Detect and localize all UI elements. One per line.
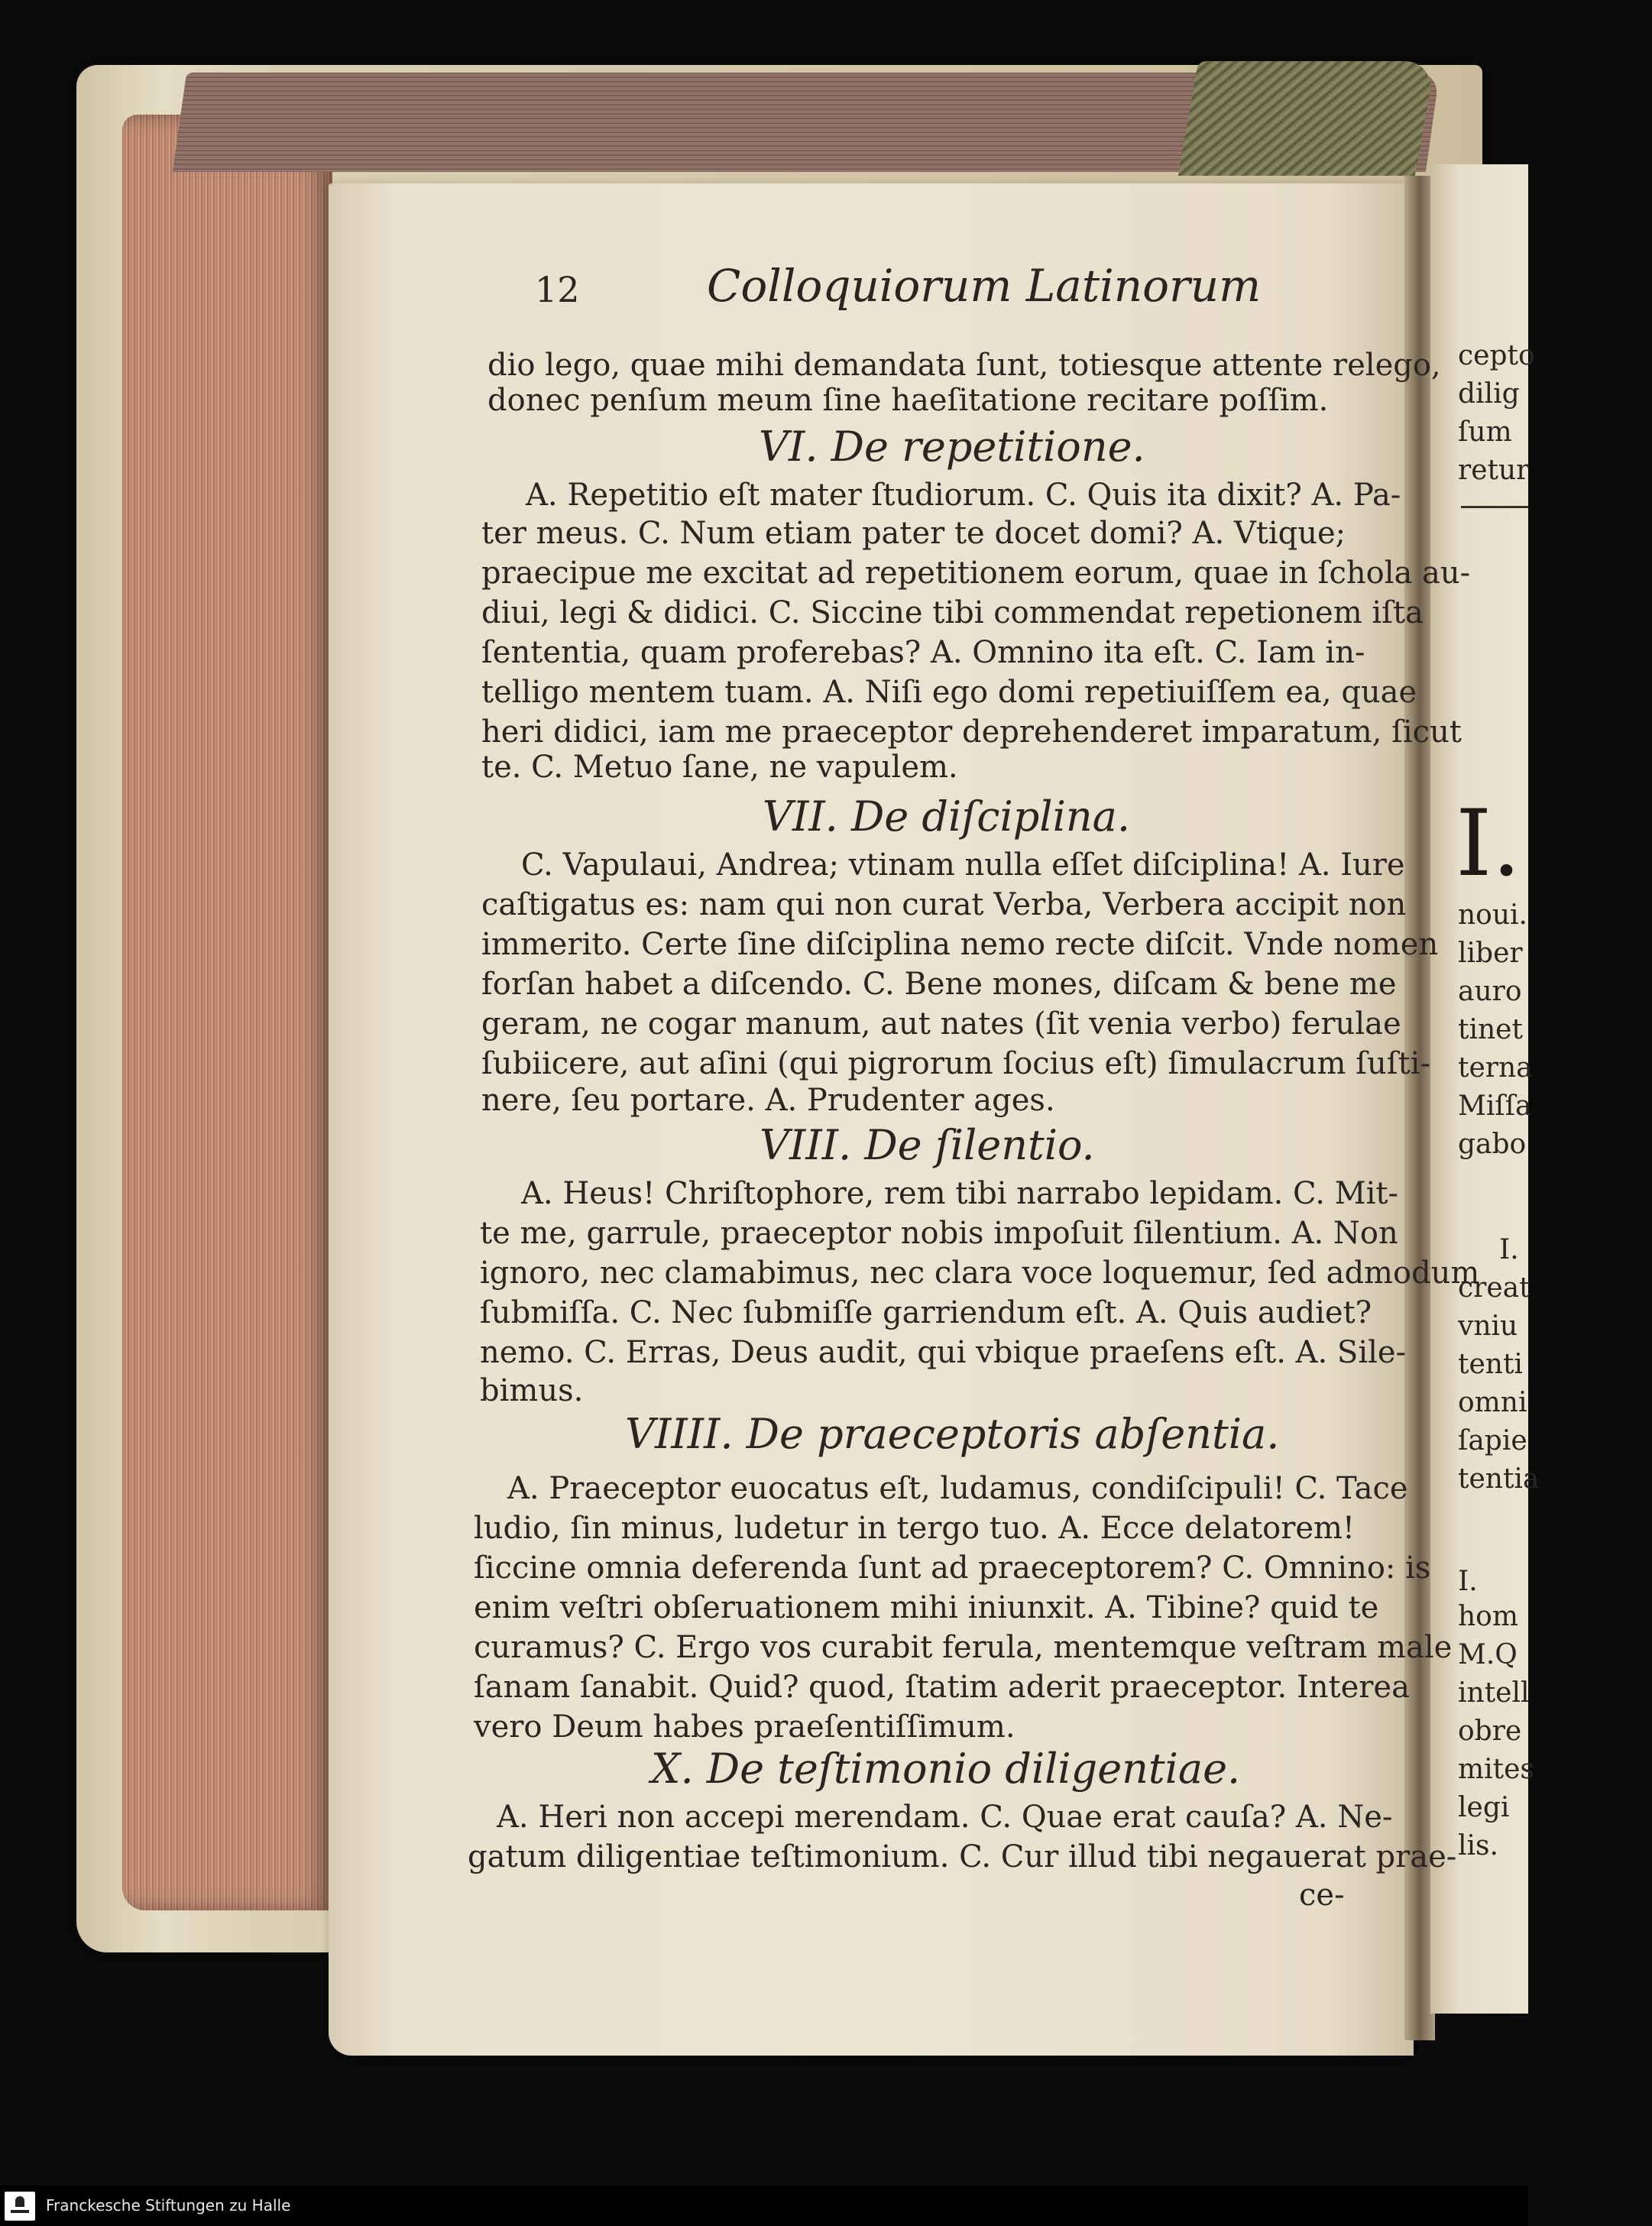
- right-page-initial: I.: [1456, 791, 1521, 897]
- text-line: ſanam ſanabit. Quid? quod, ſtatim aderit praeceptor. Interea: [474, 1670, 1410, 1705]
- right-page-line: lis.: [1458, 1830, 1498, 1861]
- text-line: nere, ſeu portare. A. Prudenter ages.: [481, 1083, 1055, 1118]
- section-heading: X. De teſtimonio diligentiae.: [651, 1745, 1241, 1793]
- text-line: caſtigatus es: nam qui non curat Verba, Verbera accipit non: [481, 887, 1407, 922]
- text-line: C. Vapulaui, Andrea; vtinam nulla eſſet diſciplina! A. Iure: [521, 847, 1405, 883]
- right-page-line: obre: [1458, 1716, 1522, 1747]
- right-page-line: I.: [1499, 1234, 1519, 1265]
- right-page-line: creat: [1458, 1272, 1531, 1304]
- right-page-line: gabo: [1458, 1129, 1527, 1160]
- text-line: te me, garrule, praeceptor nobis impoſuit ſilentium. A. Non: [480, 1216, 1398, 1251]
- text-line: donec penſum meum ſine haeſitatione recitare poſſim.: [488, 383, 1329, 418]
- text-line: praecipue me excitat ad repetitionem eorum, quae in ſchola au-: [481, 556, 1471, 591]
- right-page-line: legi: [1458, 1792, 1510, 1823]
- right-page-line: intell: [1458, 1677, 1530, 1709]
- right-page-line: mites: [1458, 1754, 1534, 1785]
- text-line: ſiccine omnia deferenda ſunt ad praeceptorem? C. Omnino: is: [474, 1550, 1431, 1586]
- right-page-line: I.: [1458, 1566, 1478, 1597]
- right-page-line: retur: [1458, 455, 1530, 486]
- right-page-line: auro: [1458, 976, 1522, 1007]
- right-page-line: ſapie: [1458, 1425, 1527, 1456]
- page-number: 12: [535, 269, 580, 310]
- text-line: ſubmiſſa. C. Nec ſubmiſſe garriendum eſt. A. Quis audiet?: [480, 1295, 1372, 1330]
- text-line: heri didici, iam me praeceptor deprehenderet imparatum, ſicut: [481, 714, 1462, 750]
- section-heading: VII. De diſciplina.: [763, 792, 1130, 841]
- institution-logo-icon: [5, 2192, 35, 2221]
- text-line: ſententia, quam proferebas? A. Omnino ita eſt. C. Iam in-: [481, 635, 1365, 670]
- text-line: A. Praeceptor euocatus eſt, ludamus, condiſcipuli! C. Tace: [507, 1471, 1408, 1506]
- right-page-rule: [1461, 506, 1528, 508]
- text-line: ludio, ſin minus, ludetur in tergo tuo. A. Ecce delatorem!: [474, 1511, 1356, 1546]
- text-line: A. Repetitio eſt mater ſtudiorum. C. Quis ita dixit? A. Pa-: [526, 478, 1401, 513]
- right-page-line: dilig: [1458, 378, 1520, 410]
- right-page-line: terna: [1458, 1052, 1533, 1084]
- right-page-line: cepto: [1458, 340, 1535, 371]
- text-line: geram, ne cogar manum, aut nates (ſit venia verbo) ferulae: [481, 1006, 1401, 1042]
- right-page-line: ſum: [1458, 416, 1512, 448]
- text-line: gatum diligentiae teſtimonium. C. Cur illud tibi negauerat prae-: [468, 1839, 1457, 1874]
- text-line: curamus? C. Ergo vos curabit ferula, mentemque veſtram male: [474, 1630, 1453, 1665]
- text-line: dio lego, quae mihi demandata ſunt, totiesque attente relego,: [488, 348, 1441, 383]
- right-page-line: tentia: [1458, 1463, 1540, 1495]
- section-heading: VIIII. De praeceptoris abſentia.: [625, 1410, 1280, 1458]
- right-page-line: tenti: [1458, 1349, 1523, 1380]
- right-page-line: tinet: [1458, 1014, 1523, 1045]
- text-line: forſan habet a diſcendo. C. Bene mones, diſcam & bene me: [481, 967, 1397, 1002]
- text-line: nemo. C. Erras, Deus audit, qui vbique praeſens eſt. A. Sile-: [480, 1335, 1407, 1370]
- catchword: ce-: [1299, 1878, 1345, 1913]
- footer-credit: Franckesche Stiftungen zu Halle: [46, 2196, 291, 2215]
- text-line: ignoro, nec clamabimus, nec clara voce loquemur, ſed admodum: [480, 1256, 1480, 1291]
- right-page-line: liber: [1458, 938, 1523, 969]
- section-heading: VIII. De ſilentio.: [760, 1121, 1095, 1169]
- text-line: ter meus. C. Num etiam pater te docet domi? A. Vtique;: [481, 516, 1346, 551]
- right-page-line: omni: [1458, 1387, 1527, 1418]
- right-page-line: noui.: [1458, 899, 1528, 931]
- text-line: enim veſtri obſeruationem mihi iniunxit. A. Tibine? quid te: [474, 1590, 1379, 1625]
- text-line: diui, legi & didici. C. Siccine tibi commendat repetionem iſta: [481, 595, 1424, 630]
- text-line: bimus.: [480, 1373, 584, 1408]
- book-spine-top: [1178, 61, 1435, 176]
- footer-bar: [0, 2185, 1528, 2226]
- text-line: ſubiicere, aut aſini (qui pigrorum ſocius eſt) ſimulacrum ſuſti-: [481, 1046, 1430, 1081]
- right-page-line: Miſſa: [1458, 1090, 1532, 1122]
- text-line: A. Heri non accepi merendam. C. Quae erat cauſa? A. Ne-: [497, 1800, 1393, 1835]
- text-line: immerito. Certe ſine diſciplina nemo recte diſcit. Vnde nomen: [481, 927, 1439, 962]
- book-fore-edge: [122, 115, 332, 1910]
- right-page-line: vniu: [1458, 1311, 1518, 1342]
- running-head: Colloquiorum Latinorum: [707, 260, 1262, 312]
- text-line: vero Deum habes praeſentiſſimum.: [474, 1709, 1015, 1745]
- right-page-line: hom: [1458, 1601, 1518, 1632]
- text-line: telligo mentem tuam. A. Niſi ego domi repetiuiſſem ea, quae: [481, 675, 1417, 710]
- section-heading: VI. De repetitione.: [759, 423, 1145, 471]
- text-line: A. Heus! Chriſtophore, rem tibi narrabo lepidam. C. Mit-: [521, 1176, 1399, 1211]
- right-page-line: M.Q: [1458, 1639, 1518, 1670]
- text-line: te. C. Metuo ſane, ne vapulem.: [481, 750, 958, 785]
